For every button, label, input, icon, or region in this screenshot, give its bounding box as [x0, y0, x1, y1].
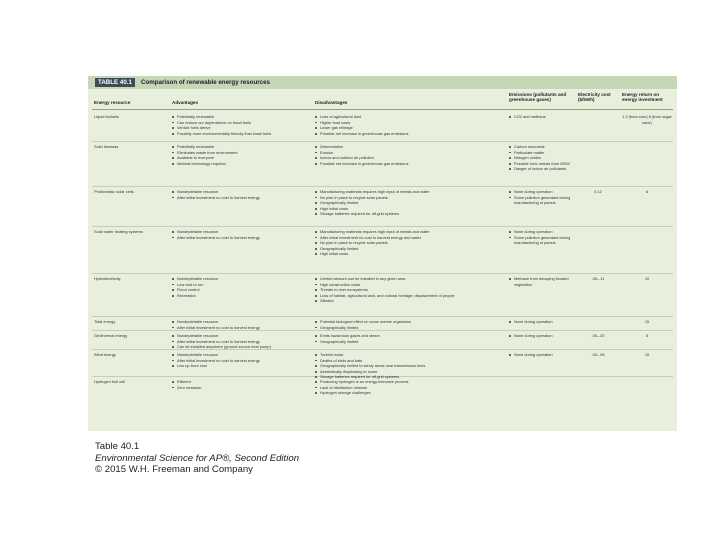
caption-book-title: Environmental Science for AP®, Second Edition [95, 452, 300, 464]
advantages-cell-item: Eliminates waste from environment [172, 150, 304, 156]
disadvantages-cell [315, 114, 500, 136]
advantages-cell-item: Low up-front cost [172, 363, 304, 369]
disadvantages-cell-item: Lack of distribution network [315, 385, 500, 391]
disadvantages-cell-item: After initial investment no cost to harvest energy and water [315, 235, 500, 241]
caption [95, 441, 395, 476]
energy-resource-cell: Geothermal energy [94, 333, 128, 338]
energy-return-cell: 5 [645, 333, 649, 338]
disadvantages-cell-item: Aesthetically displeasing to some [315, 369, 500, 375]
table-row [92, 141, 673, 187]
disadvantages-cell-item: Geographically limited [315, 246, 500, 252]
header-roi: Energy return on energy investment [622, 92, 663, 103]
disadvantages-cell-item: Manufacturing materials requires high input of metals and water [315, 229, 500, 235]
advantages-cell [172, 114, 304, 136]
emissions-cell [509, 333, 573, 339]
emissions-cell-item: Some pollution generated during manufacturing of panels [509, 195, 573, 206]
disadvantages-cell-item: Storage batteries required for off-grid systems [315, 211, 500, 217]
disadvantages-cell-item: Lower gas mileage [315, 125, 500, 131]
advantages-cell-item: Nondepletable resource [172, 229, 304, 235]
emissions-cell-item: Some pollution generated during manufacturing of panels [509, 235, 573, 246]
energy-resource-cell: Photovoltaic solar cells [94, 189, 134, 194]
advantages-cell-item: Can reduce our dependence on fossil fuels [172, 120, 304, 126]
energy-resource-cell: Wind energy [94, 352, 116, 357]
advantages-cell-item: Vehicle fuels derive [172, 125, 304, 131]
energy-return-cell: 15 [644, 319, 650, 324]
emissions-cell [509, 114, 573, 120]
energy-return-cell: 15 [644, 352, 650, 357]
energy-resource-cell: Hydrogen fuel cell [94, 379, 126, 384]
emissions-cell-item: None during operation [509, 333, 573, 339]
disadvantages-cell-item: Geographically limited [315, 339, 500, 345]
advantages-cell [172, 379, 304, 390]
table-row [92, 349, 673, 380]
table-title: Comparison of renewable energy resources [141, 79, 270, 86]
emissions-cell-item: Possible toxic metals from MSW [509, 161, 573, 167]
energy-resource-cell: Solar water heating systems [94, 229, 143, 234]
advantages-cell [172, 352, 304, 369]
emissions-cell-item: Danger of indoor air pollutants [509, 166, 573, 172]
emissions-cell-item: None during operation [509, 319, 573, 325]
table-card [88, 76, 677, 431]
disadvantages-cell-item: Loss of agricultural land [315, 114, 500, 120]
emissions-cell-item: Methane from decaying flooded vegetation [509, 276, 573, 287]
advantages-cell [172, 333, 304, 350]
advantages-cell-item: Nondepletable resource [172, 189, 304, 195]
emissions-cell [509, 144, 573, 172]
energy-resource-cell: Solid biomass [94, 144, 119, 149]
advantages-cell-item: After initial investment no cost to harvest energy [172, 195, 304, 201]
disadvantages-cell-item: High initial costs [315, 206, 500, 212]
disadvantages-cell-item: Possible net increase in greenhouse gas emissions [315, 131, 500, 137]
disadvantages-cell-item: Deaths of birds and bats [315, 358, 500, 364]
disadvantages-cell-item: Siltation [315, 298, 500, 304]
disadvantages-cell-item: Erosion [315, 150, 500, 156]
advantages-cell-item: Nondepletable resource [172, 319, 304, 325]
header-disadvantages: Disadvantages [315, 100, 348, 105]
emissions-cell-item: CO2 and methane [509, 114, 573, 120]
advantages-cell [172, 229, 304, 240]
disadvantages-cell-item: Manufacturing materials requires high input of metals and water [315, 189, 500, 195]
electricity-cost-cell: .05–.11 [591, 276, 605, 281]
emissions-cell [509, 352, 573, 358]
disadvantages-cell-item: Geographically limited [315, 200, 500, 206]
advantages-cell [172, 189, 304, 200]
disadvantages-cell-item: No plan in place to recycle solar panels [315, 240, 500, 246]
advantages-cell-item: Minimal technology required [172, 161, 304, 167]
disadvantages-cell [315, 189, 500, 217]
table-row [92, 316, 673, 331]
advantages-cell-item: Potentially renewable [172, 114, 304, 120]
advantages-cell-item: Nondepletable resource [172, 352, 304, 358]
disadvantages-cell-item: Producing hydrogen is an energy-intensive process [315, 379, 500, 385]
table-row [92, 376, 673, 406]
emissions-cell-item: Nitrogen oxides [509, 155, 573, 161]
electricity-cost-cell: 0.12 [594, 189, 602, 194]
header-advantages: Advantages [172, 100, 199, 105]
disadvantages-cell-item: High initial costs [315, 251, 500, 257]
energy-return-cell: 10 [644, 276, 650, 281]
disadvantages-cell-item: Indoor and outdoor air pollution [315, 155, 500, 161]
caption-table-number: Table 40.1 [95, 441, 140, 452]
disadvantages-cell-item: Limited amount can be installed in any given area [315, 276, 500, 282]
emissions-cell-item: Particulate matter [509, 150, 573, 156]
table-row [92, 273, 673, 317]
advantages-cell-item: Possibly more environmentally friendly than fossil fuels [172, 131, 304, 137]
disadvantages-cell-item: Turbine noise [315, 352, 500, 358]
disadvantages-cell-item: Geographically limited to windy areas near transmission lines [315, 363, 500, 369]
table-row [92, 186, 673, 227]
advantages-cell [172, 276, 304, 298]
energy-resource-cell: Liquid biofuels [94, 114, 119, 119]
advantages-cell-item: Potentially renewable [172, 144, 304, 150]
advantages-cell-item: Efficient [172, 379, 304, 385]
header-cost: Electricity cost ($/kWh) [578, 92, 611, 103]
disadvantages-cell [315, 379, 500, 396]
emissions-cell-item: Carbon monoxide [509, 144, 573, 150]
advantages-cell-item: Nondepletable resource [172, 276, 304, 282]
advantages-cell-item: After initial investment no cost to harvest energy [172, 339, 304, 345]
advantages-cell-item: Low cost to run [172, 282, 304, 288]
disadvantages-cell [315, 319, 500, 330]
disadvantages-cell-item: Geographically limited [315, 325, 500, 331]
disadvantages-cell-item: Possible net increase in greenhouse gas emissions [315, 161, 500, 167]
table-row [92, 226, 673, 274]
disadvantages-cell-item: Storage batteries required for off-grid systems [315, 374, 500, 380]
header-rule [92, 109, 673, 110]
emissions-cell [509, 229, 573, 246]
table-row [92, 111, 673, 142]
advantages-cell-item: Available to everyone [172, 155, 304, 161]
advantages-cell-item: Nondepletable resource [172, 333, 304, 339]
energy-return-cell: 6 [645, 189, 649, 194]
disadvantages-cell-item: High construction costs [315, 282, 500, 288]
advantages-cell-item: Zero emission [172, 385, 304, 391]
energy-return-cell: 1.3 (from corn) 8 (from sugar cane) [622, 114, 672, 125]
disadvantages-cell-item: Emits hazardous gases and steam [315, 333, 500, 339]
energy-resource-cell: Tidal energy [94, 319, 116, 324]
advantages-cell-item: Flood control [172, 287, 304, 293]
advantages-cell [172, 319, 304, 330]
emissions-cell-item: None during operation [509, 352, 573, 358]
emissions-cell [509, 276, 573, 287]
disadvantages-cell [315, 333, 500, 344]
advantages-cell [172, 144, 304, 166]
table-row [92, 330, 673, 350]
emissions-cell [509, 319, 573, 325]
header-emissions: Emissions (pollutants and greenhouse gases) [509, 92, 567, 103]
disadvantages-cell-item: Hydrogen storage challenges [315, 390, 500, 396]
disadvantages-cell-item: Higher food costs [315, 120, 500, 126]
disadvantages-cell-item: No plan in place to recycle solar panels [315, 195, 500, 201]
advantages-cell-item: After initial investment no cost to harvest energy [172, 358, 304, 364]
caption-copyright: © 2015 W.H. Freeman and Company [95, 464, 253, 475]
electricity-cost-cell: .04–.06 [591, 352, 605, 357]
table-title-bar [88, 76, 677, 89]
disadvantages-cell [315, 144, 500, 166]
advantages-cell-item: After initial investment no cost to harvest energy [172, 235, 304, 241]
disadvantages-cell [315, 276, 500, 304]
disadvantages-cell-item: Potential biological effect on some marine organisms [315, 319, 500, 325]
energy-resource-cell: Hydroelectricity [94, 276, 121, 281]
advantages-cell-item: Recreation [172, 293, 304, 299]
table-label: TABLE 40.1 [95, 78, 135, 87]
header-resource: Energy resource [94, 100, 131, 105]
emissions-cell-item: None during operation [509, 189, 573, 195]
disadvantages-cell [315, 229, 500, 257]
advantages-cell-item: Can be installed anywhere (ground source heat pump) [172, 344, 304, 350]
advantages-cell-item: After initial investment no cost to harvest energy [172, 325, 304, 331]
emissions-cell-item: None during operation [509, 229, 573, 235]
electricity-cost-cell: .05–.30 [591, 333, 605, 338]
disadvantages-cell-item: Threats to river ecosystems [315, 287, 500, 293]
emissions-cell [509, 189, 573, 206]
disadvantages-cell-item: Deforestation [315, 144, 500, 150]
disadvantages-cell-item: Loss of habitat, agricultural land, and cultural heritage; displacement of people [315, 293, 500, 299]
